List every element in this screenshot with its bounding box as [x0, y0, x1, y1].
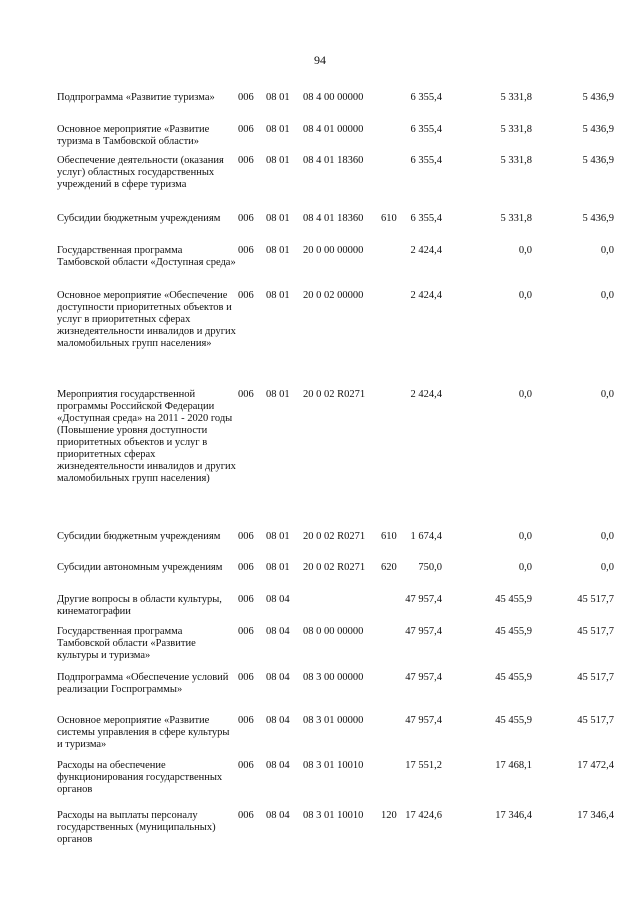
row-csr: 20 0 02 R0271: [303, 531, 366, 542]
row-value-3: 17 472,4: [577, 760, 614, 771]
row-csr: 08 4 01 18360: [303, 155, 364, 166]
row-csr: 20 0 00 00000: [303, 245, 364, 256]
row-rz: 08 01: [266, 155, 290, 166]
row-value-2: 45 455,9: [495, 594, 532, 605]
row-ved: 006: [238, 626, 254, 637]
row-value-1: 17 551,2: [405, 760, 442, 771]
row-ved: 006: [238, 213, 254, 224]
row-value-3: 5 436,9: [582, 92, 614, 103]
row-value-1: 17 424,6: [405, 810, 442, 821]
row-value-3: 0,0: [600, 245, 614, 256]
row-value-2: 0,0: [518, 290, 532, 301]
row-name: Субсидии автономным учреждениям: [57, 562, 223, 573]
row-csr: 08 3 01 00000: [303, 715, 364, 726]
row-value-3: 0,0: [600, 562, 614, 573]
row-rz: 08 04: [266, 594, 290, 605]
row-value-2: 17 346,4: [495, 810, 532, 821]
row-rz: 08 01: [266, 389, 290, 400]
row-rz: 08 01: [266, 245, 290, 256]
row-name: Подпрограмма «Обеспечение условий реализации Госпрограммы»: [57, 672, 229, 695]
row-value-2: 5 331,8: [500, 92, 532, 103]
row-name: Мероприятия государственной программы Российской Федерации «Доступная среда» на 2011 - 2020 годы (Повышение уровня доступности приоритетных объектов и услуг в приоритетных сферах жизнедеятельности инвалидов и других маломобильных групп населения): [57, 389, 236, 484]
row-rz: 08 04: [266, 626, 290, 637]
row-value-2: 5 331,8: [500, 124, 532, 135]
row-ved: 006: [238, 594, 254, 605]
row-rz: 08 04: [266, 715, 290, 726]
row-value-1: 2 424,4: [410, 389, 442, 400]
row-vr: 120: [381, 810, 397, 821]
row-ved: 006: [238, 245, 254, 256]
row-rz: 08 01: [266, 213, 290, 224]
row-value-3: 5 436,9: [582, 124, 614, 135]
row-csr: 20 0 02 R0271: [303, 562, 366, 573]
row-value-1: 6 355,4: [410, 92, 442, 103]
row-value-1: 47 957,4: [405, 715, 442, 726]
row-csr: 08 3 00 00000: [303, 672, 364, 683]
row-rz: 08 04: [266, 672, 290, 683]
row-value-3: 45 517,7: [577, 594, 614, 605]
row-rz: 08 04: [266, 810, 290, 821]
page-number: 94: [314, 53, 326, 67]
row-value-2: 0,0: [518, 245, 532, 256]
row-ved: 006: [238, 760, 254, 771]
row-csr: 20 0 02 00000: [303, 290, 364, 301]
row-csr: 08 3 01 10010: [303, 810, 364, 821]
row-name: Государственная программа Тамбовской области «Развитие культуры и туризма»: [57, 626, 196, 661]
row-value-1: 47 957,4: [405, 626, 442, 637]
row-value-3: 45 517,7: [577, 672, 614, 683]
row-value-3: 0,0: [600, 389, 614, 400]
row-csr: 08 4 00 00000: [303, 92, 364, 103]
row-value-1: 47 957,4: [405, 594, 442, 605]
row-ved: 006: [238, 290, 254, 301]
row-value-2: 5 331,8: [500, 155, 532, 166]
row-ved: 006: [238, 562, 254, 573]
row-name: Основное мероприятие «Развитие туризма в Тамбовской области»: [57, 124, 210, 147]
row-value-3: 0,0: [600, 290, 614, 301]
row-rz: 08 04: [266, 760, 290, 771]
row-value-2: 0,0: [518, 562, 532, 573]
row-rz: 08 01: [266, 290, 290, 301]
row-rz: 08 01: [266, 124, 290, 135]
row-ved: 006: [238, 389, 254, 400]
row-value-1: 2 424,4: [410, 245, 442, 256]
row-value-1: 6 355,4: [410, 155, 442, 166]
row-name: Государственная программа Тамбовской области «Доступная среда»: [57, 245, 236, 268]
row-rz: 08 01: [266, 531, 290, 542]
row-value-3: 45 517,7: [577, 626, 614, 637]
row-name: Расходы на выплаты персоналу государственных (муниципальных) органов: [57, 810, 216, 845]
row-value-1: 6 355,4: [410, 124, 442, 135]
row-value-3: 5 436,9: [582, 155, 614, 166]
row-value-2: 0,0: [518, 531, 532, 542]
row-value-1: 1 674,4: [410, 531, 442, 542]
row-csr: 08 0 00 00000: [303, 626, 364, 637]
row-name: Субсидии бюджетным учреждениям: [57, 531, 221, 542]
row-csr: 08 3 01 10010: [303, 760, 364, 771]
row-name: Расходы на обеспечение функционирования государственных органов: [57, 760, 223, 795]
row-csr: 08 4 01 18360: [303, 213, 364, 224]
row-csr: 20 0 02 R0271: [303, 389, 366, 400]
row-value-1: 750,0: [418, 562, 442, 573]
row-value-3: 17 346,4: [577, 810, 614, 821]
row-value-3: 0,0: [600, 531, 614, 542]
row-value-3: 5 436,9: [582, 213, 614, 224]
row-name: Обеспечение деятельности (оказания услуг) областных государственных учреждений в сфере туризма: [57, 155, 224, 190]
row-ved: 006: [238, 124, 254, 135]
row-value-2: 5 331,8: [500, 213, 532, 224]
row-ved: 006: [238, 531, 254, 542]
row-ved: 006: [238, 92, 254, 103]
row-value-1: 2 424,4: [410, 290, 442, 301]
row-value-2: 0,0: [518, 389, 532, 400]
row-value-3: 45 517,7: [577, 715, 614, 726]
row-value-2: 17 468,1: [495, 760, 532, 771]
row-name: Основное мероприятие «Обеспечение доступности приоритетных объектов и услуг в приоритетных сферах жизнедеятельности инвалидов и других маломобильных групп населения»: [57, 290, 236, 349]
row-name: Подпрограмма «Развитие туризма»: [57, 92, 215, 103]
row-ved: 006: [238, 715, 254, 726]
row-vr: 610: [381, 531, 397, 542]
row-ved: 006: [238, 672, 254, 683]
row-name: Основное мероприятие «Развитие системы управления в сфере культуры и туризма»: [57, 715, 230, 750]
row-vr: 620: [381, 562, 397, 573]
row-value-1: 6 355,4: [410, 213, 442, 224]
row-vr: 610: [381, 213, 397, 224]
row-rz: 08 01: [266, 92, 290, 103]
row-value-2: 45 455,9: [495, 626, 532, 637]
row-value-1: 47 957,4: [405, 672, 442, 683]
row-rz: 08 01: [266, 562, 290, 573]
row-ved: 006: [238, 155, 254, 166]
row-name: Другие вопросы в области культуры, кинематографии: [57, 594, 222, 617]
row-value-2: 45 455,9: [495, 715, 532, 726]
row-csr: 08 4 01 00000: [303, 124, 364, 135]
row-name: Субсидии бюджетным учреждениям: [57, 213, 221, 224]
row-value-2: 45 455,9: [495, 672, 532, 683]
row-ved: 006: [238, 810, 254, 821]
